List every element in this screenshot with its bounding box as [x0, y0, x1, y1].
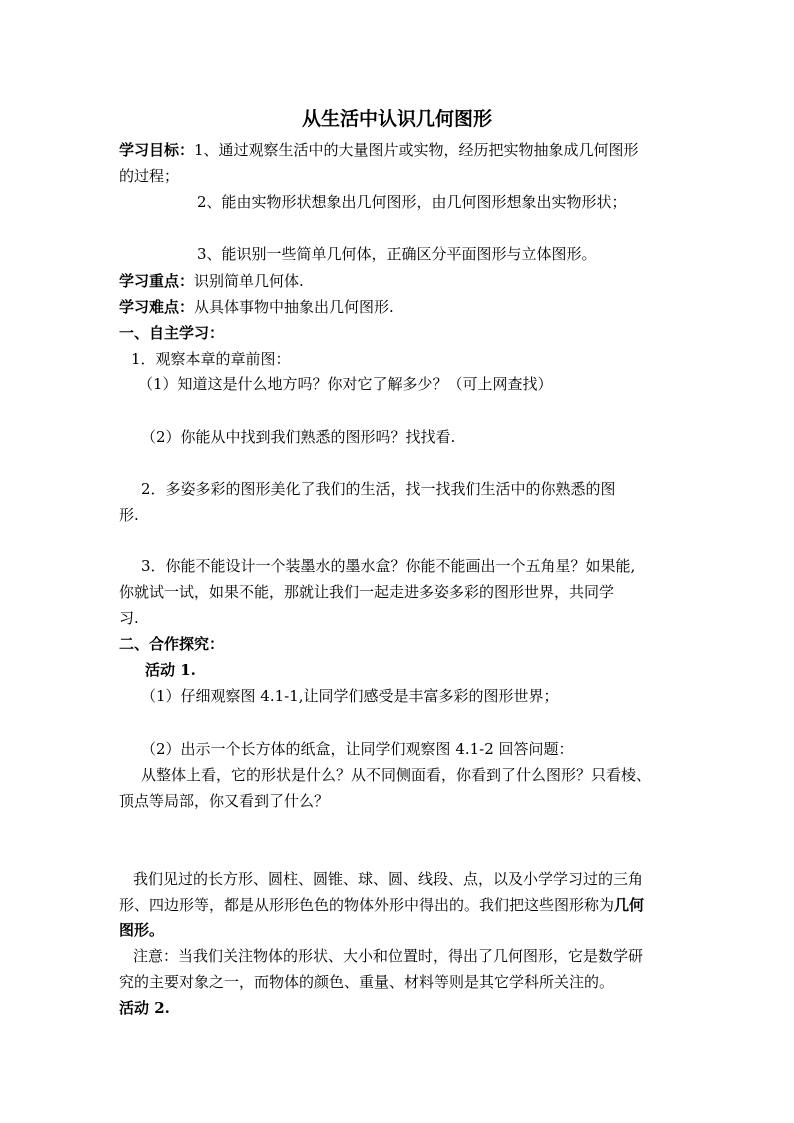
- section1-heading: 一、自主学习：: [119, 324, 225, 342]
- term-geometric-figure: 图形。: [119, 921, 165, 939]
- difficulty-text: 从具体事物中抽象出几何图形.: [194, 298, 394, 316]
- objective-1b: 的过程；: [119, 167, 180, 185]
- page-title: 从生活中认识几何图形: [301, 108, 492, 130]
- objective-3: 3、能识别一些简单几何体，正确区分平面图形与立体图形。: [197, 245, 597, 263]
- section2-heading: 二、合作探究：: [119, 635, 225, 653]
- term-geometric: 几何: [614, 896, 645, 914]
- activity-1-item-1: （1）仔细观察图 4.1-1,让同学们感受是丰富多彩的图形世界；: [141, 687, 559, 705]
- activity-1-item-2: （2）出示一个长方体的纸盒，让同学们观察图 4.1-2 回答问题：: [141, 740, 574, 758]
- objectives-label: 学习目标：: [119, 141, 195, 159]
- paragraph-1a: 我们见过的长方形、圆柱、圆锥、球、圆、线段、点，以及小学学习过的三角: [133, 870, 644, 888]
- question-3c: 习.: [119, 609, 139, 627]
- key-point-text: 识别简单几何体.: [194, 272, 304, 290]
- question-3a: 3．你能不能设计一个装墨水的墨水盒？你能不能画出一个五角星？如果能,: [141, 557, 636, 575]
- paragraph-1b: [119, 895, 644, 915]
- difficulty-label: 学习难点：: [119, 298, 195, 316]
- paragraph-1b-text: 形、四边形等，都是从形形色色的物体外形中得出的。我们把这些图形称为: [119, 896, 615, 914]
- note-line-a: 注意：当我们关注物体的形状、大小和位置时，得出了几何图形，它是数学研: [133, 947, 644, 965]
- activity-1-item-3b: 顶点等局部，你又看到了什么？: [119, 792, 330, 810]
- difficulty: [119, 297, 394, 317]
- question-3b: 你就试一试，如果不能，那就让我们一起走进多姿多彩的图形世界，共同学: [119, 583, 615, 601]
- key-point-label: 学习重点：: [119, 272, 195, 290]
- note-line-b: 究的主要对象之一，而物体的颜色、重量、材料等则是其它学科所关注的。: [119, 973, 615, 991]
- objective-1a: 1、通过观察生活中的大量图片或实物，经历把实物抽象成几何图形: [194, 141, 639, 159]
- question-1-1: （1）知道这是什么地方吗？你对它了解多少？（可上网查找）: [138, 375, 553, 393]
- activity-1-item-3a: 从整体上看，它的形状是什么？从不同侧面看，你看到了什么图形？只看棱、: [141, 766, 652, 784]
- key-point: [119, 271, 304, 291]
- objectives-line-1: [119, 140, 639, 160]
- activity-2-label: 活动 2.: [119, 999, 170, 1017]
- activity-1-label: 活动 1.: [145, 661, 196, 679]
- question-1: 1．观察本章的章前图：: [131, 350, 291, 368]
- question-2b: 形.: [119, 506, 139, 524]
- question-1-2: （2）你能从中找到我们熟悉的图形吗？找找看.: [141, 428, 456, 446]
- question-2a: 2．多姿多彩的图形美化了我们的生活，找一找我们生活中的你熟悉的图: [141, 480, 616, 498]
- objective-2: 2、能由实物形状想象出几何图形，由几何图形想象出实物形状；: [197, 193, 627, 211]
